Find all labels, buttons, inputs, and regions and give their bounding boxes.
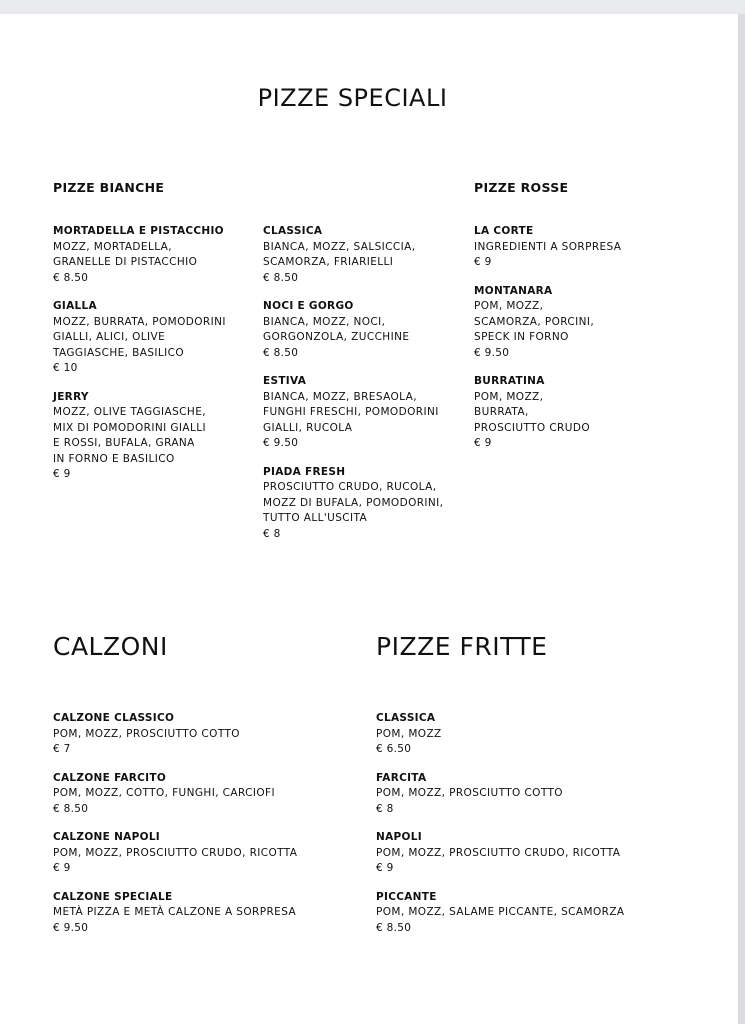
menu-item-price: € 9.50 <box>263 437 299 449</box>
menu-item-desc: INGREDIENTI A SORPRESA <box>474 240 622 253</box>
menu-item-desc: MOZZ, OLIVE TAGGIASCHE, MIX DI POMODORINI GIALLI E ROSSI, BUFALA, GRANA IN FORNO E BASILICO <box>53 406 206 465</box>
menu-item <box>53 771 297 818</box>
menu-item-desc: METÀ PIZZA E METÀ CALZONE A SORPRESA <box>53 906 297 918</box>
menu-item-name: PICCANTE <box>376 890 437 903</box>
menu-item-desc: POM, MOZZ, PROSCIUTTO CRUDO, RICOTTA <box>376 846 621 859</box>
section-heading-bianche: PIZZE BIANCHE <box>53 180 165 195</box>
menu-item <box>53 299 226 377</box>
menu-item-desc: MOZZ, MORTADELLA, GRANELLE DI PISTACCHIO <box>53 240 198 268</box>
menu-item-name: CLASSICA <box>263 225 323 237</box>
bianche-column-2 <box>263 224 443 555</box>
menu-item <box>263 299 443 361</box>
menu-item-price: € 6.50 <box>376 743 412 755</box>
menu-item-name: CALZONE FARCITO <box>53 771 167 784</box>
section-title-fritte: PIZZE FRITTE <box>376 632 548 661</box>
calzoni-column <box>53 711 297 949</box>
menu-item <box>376 830 625 877</box>
fritte-column <box>376 711 625 949</box>
menu-item <box>263 224 443 286</box>
menu-item-price: € 9.50 <box>474 346 510 359</box>
menu-item-name: CALZONE SPECIALE <box>53 890 173 903</box>
menu-item-desc: POM, MOZZ <box>376 727 442 740</box>
menu-item <box>263 465 443 543</box>
menu-item <box>376 890 625 937</box>
menu-item-price: € 9 <box>53 862 71 874</box>
menu-item-price: € 9 <box>474 437 492 449</box>
menu-item-desc: BIANCA, MOZZ, NOCI, GORGONZOLA, ZUCCHINE <box>263 315 410 343</box>
menu-item <box>376 771 625 818</box>
menu-item-name: JERRY <box>53 390 89 403</box>
menu-item-price: € 9 <box>376 862 394 874</box>
menu-item-desc: POM, MOZZ, PROSCIUTTO CRUDO, RICOTTA <box>53 846 298 859</box>
menu-item-price: € 10 <box>53 362 78 374</box>
menu-item-price: € 8.50 <box>263 346 299 359</box>
menu-item-desc: POM, MOZZ, BURRATA, PROSCIUTTO CRUDO <box>474 390 590 434</box>
menu-item-name: LA CORTE <box>474 225 534 237</box>
menu-item <box>53 224 226 286</box>
menu-item-name: BURRATINA <box>474 375 545 387</box>
menu-item-desc: POM, MOZZ, COTTO, FUNGHI, CARCIOFI <box>53 787 275 799</box>
menu-item-desc: POM, MOZZ, PROSCIUTTO COTTO <box>376 787 563 799</box>
menu-item-desc: POM, MOZZ, PROSCIUTTO COTTO <box>53 727 240 740</box>
rosse-column <box>474 224 621 465</box>
menu-item-price: € 8 <box>263 527 281 540</box>
menu-item-name: FARCITA <box>376 771 427 784</box>
menu-item-price: € 9 <box>474 256 492 268</box>
menu-item-price: € 8.50 <box>263 271 299 284</box>
menu-page <box>0 14 738 1024</box>
section-heading-rosse: PIZZE ROSSE <box>474 180 569 195</box>
menu-item-price: € 7 <box>53 743 71 755</box>
menu-item-price: € 9 <box>53 468 71 480</box>
menu-item-desc: BIANCA, MOZZ, SALSICCIA, SCAMORZA, FRIARIELLI <box>263 240 416 268</box>
menu-item-desc: MOZZ, BURRATA, POMODORINI GIALLI, ALICI, OLIVE TAGGIASCHE, BASILICO <box>53 315 226 359</box>
menu-item <box>53 711 297 758</box>
menu-item-price: € 8.50 <box>53 271 89 284</box>
menu-item <box>376 711 625 758</box>
menu-item-name: MORTADELLA E PISTACCHIO <box>53 225 224 237</box>
menu-item <box>474 224 621 271</box>
menu-item-name: NOCI E GORGO <box>263 300 354 312</box>
menu-item-price: € 9.50 <box>53 921 89 934</box>
menu-item <box>474 284 621 362</box>
menu-item-name: ESTIVA <box>263 375 307 387</box>
menu-item-desc: PROSCIUTTO CRUDO, RUCOLA, MOZZ DI BUFALA, POMODORINI, TUTTO ALL'USCITA <box>263 481 444 524</box>
menu-item <box>474 374 621 452</box>
menu-item-desc: BIANCA, MOZZ, BRESAOLA, FUNGHI FRESCHI, POMODORINI GIALLI, RUCOLA <box>263 390 439 434</box>
menu-item <box>53 830 297 877</box>
menu-item-desc: POM, MOZZ, SCAMORZA, PORCINI, SPECK IN FORNO <box>474 300 595 343</box>
section-title-calzoni: CALZONI <box>53 632 168 661</box>
menu-item <box>53 890 297 937</box>
menu-item-name: CALZONE CLASSICO <box>53 712 175 724</box>
menu-item-name: GIALLA <box>53 300 97 312</box>
menu-item-name: CALZONE NAPOLI <box>53 831 161 843</box>
menu-item-price: € 8.50 <box>376 921 412 934</box>
menu-item-name: CLASSICA <box>376 712 436 724</box>
menu-item <box>53 390 226 483</box>
menu-item <box>263 374 443 452</box>
menu-item-price: € 8.50 <box>53 802 89 815</box>
page-title: PIZZE SPECIALI <box>257 84 448 112</box>
menu-item-name: PIADA FRESH <box>263 465 346 478</box>
bianche-column <box>53 224 226 496</box>
menu-item-name: MONTANARA <box>474 284 553 297</box>
menu-item-name: NAPOLI <box>376 831 422 843</box>
menu-item-price: € 8 <box>376 802 394 815</box>
menu-item-desc: POM, MOZZ, SALAME PICCANTE, SCAMORZA <box>376 906 625 918</box>
page-edge <box>738 14 745 1024</box>
